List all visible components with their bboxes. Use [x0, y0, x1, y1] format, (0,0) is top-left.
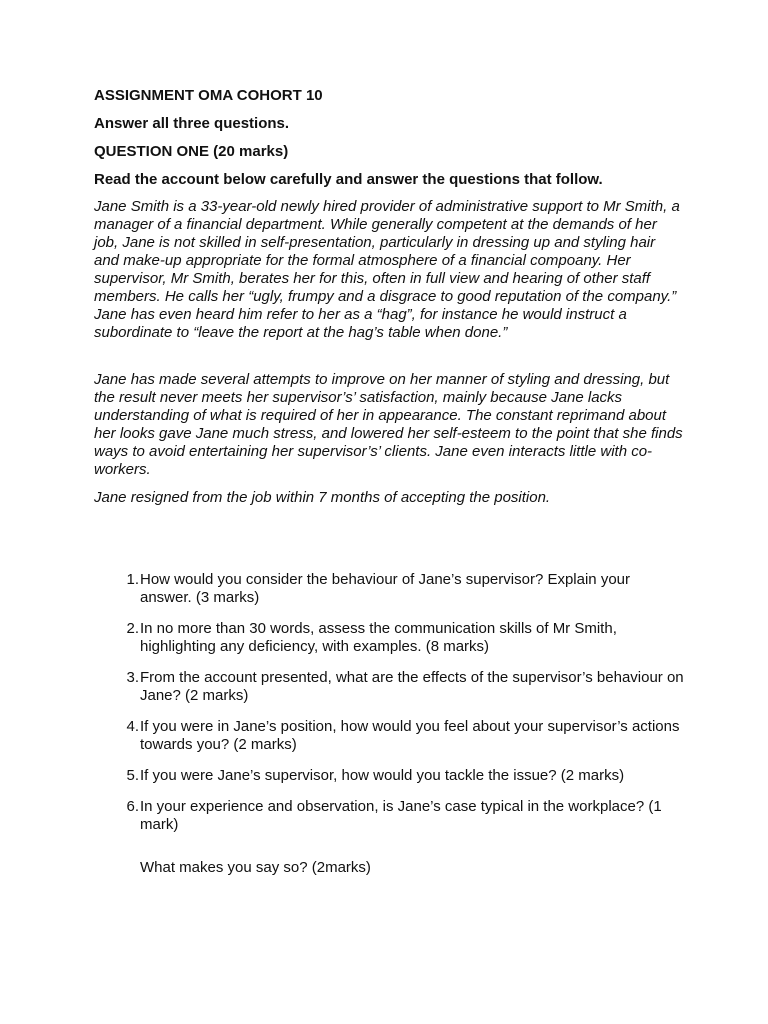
- question-number: 3.: [126, 669, 139, 686]
- read-instruction: Read the account below carefully and answer the questions that follow.: [94, 171, 603, 188]
- question-item: [94, 620, 684, 656]
- question-number: 4.: [126, 718, 139, 735]
- question-text: How would you consider the behaviour of Jane’s supervisor? Explain your answer. (3 marks): [140, 571, 630, 606]
- question-number: 5.: [126, 767, 139, 784]
- question-text: From the account presented, what are the effects of the supervisor’s behaviour on Jane? (2 marks): [140, 669, 684, 704]
- question-item: [94, 798, 684, 834]
- question-item: [94, 767, 684, 785]
- instruction-text: Answer all three questions.: [94, 115, 290, 132]
- question-text: In no more than 30 words, assess the communication skills of Mr Smith, highlighting any deficiency, with examples. (8 marks): [140, 620, 617, 655]
- question-list: [94, 571, 684, 847]
- account-paragraph-2: Jane has made several attempts to improve on her manner of styling and dressing, but the result never meets her supervisor’s’ satisfaction, mainly because Jane lacks understanding of what is required of her in appearance. The constant reprimand about her looks gave Jane much stress, and lowered her self-esteem to the point that she finds ways to avoid entertaining her supervisor’s’ clients. Jane even interacts little with co-workers.: [94, 371, 683, 478]
- account-paragraph-3: Jane resigned from the job within 7 months of accepting the position.: [94, 489, 551, 506]
- question-number: 6.: [126, 798, 139, 815]
- question-item: [94, 718, 684, 754]
- question-number: 2.: [126, 620, 139, 637]
- question-number: 1.: [126, 571, 139, 588]
- question-item: [94, 571, 684, 607]
- follow-up-question: What makes you say so? (2marks): [140, 859, 371, 876]
- account-paragraph-1: Jane Smith is a 33-year-old newly hired provider of administrative support to Mr Smith, a manager of a financial department. While generally competent at the demands of her job, Jane is not skilled in self-presentation, particularly in dressing up and styling hair and make-up appropriate for the formal atmosphere of a financial compoany. Her supervisor, Mr Smith, berates her for this, often in full view and hearing of other staff members. He calls her “ugly, frumpy and a disgrace to good reputation of the company.” Jane has even heard him refer to her as a “hag”, for instance he would instruct a subordinate to “leave the report at the hag’s table when done.”: [94, 198, 680, 341]
- question-text: If you were in Jane’s position, how would you feel about your supervisor’s actions towards you? (2 marks): [140, 718, 680, 753]
- question-item: [94, 669, 684, 705]
- assignment-title: ASSIGNMENT OMA COHORT 10: [94, 87, 323, 104]
- question-one-heading: QUESTION ONE (20 marks): [94, 143, 289, 160]
- question-text: In your experience and observation, is Jane’s case typical in the workplace? (1 mark): [140, 798, 662, 833]
- question-text: If you were Jane’s supervisor, how would you tackle the issue? (2 marks): [140, 767, 625, 784]
